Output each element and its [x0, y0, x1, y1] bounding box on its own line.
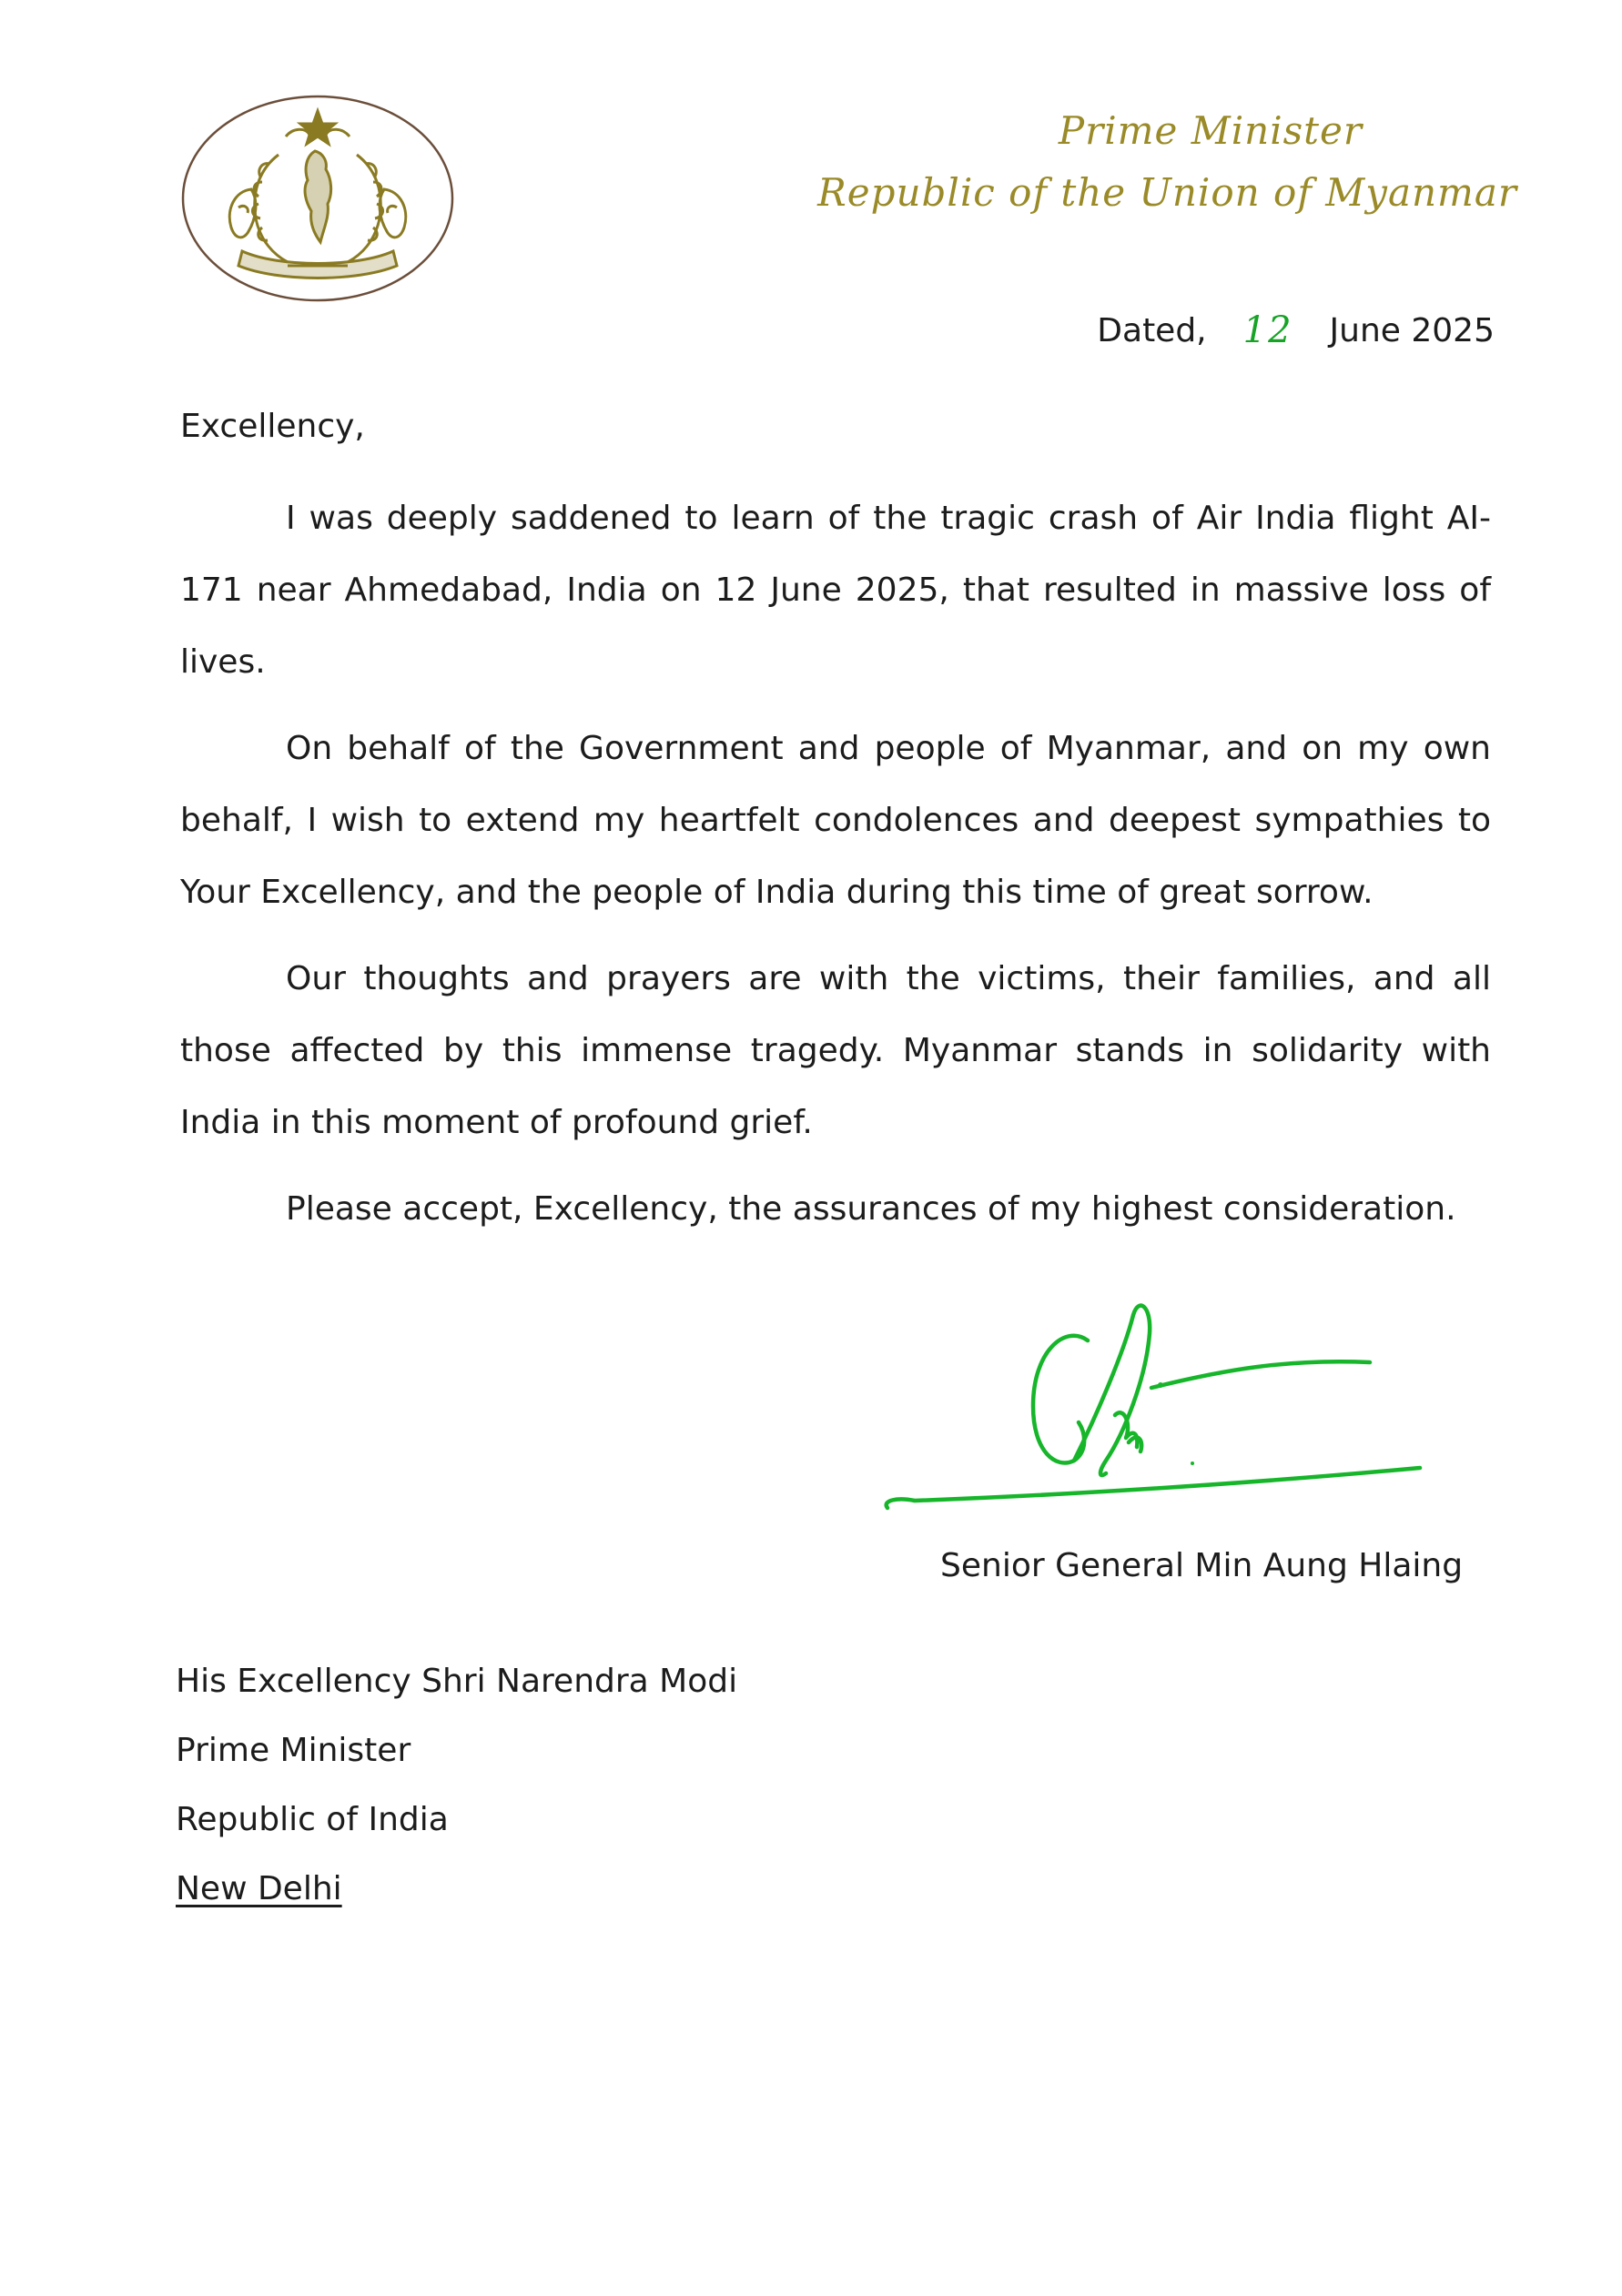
recipient-address: [176, 1647, 737, 1924]
date-month-year: June 2025: [1329, 311, 1495, 349]
body-paragraph: On behalf of the Government and people of Myanmar, and on my own behalf, I wish to extend my heartfelt condolences and deepest sympathies to Your Excellency, and the people of India during this time of great sorrow.: [180, 730, 1491, 911]
recipient-title: Prime Minister: [176, 1732, 411, 1769]
letterhead-subtitle: Republic of the Union of Myanmar: [817, 170, 1517, 215]
letter-body: [180, 482, 1491, 1259]
recipient-name: His Excellency Shri Narendra Modi: [176, 1663, 738, 1700]
body-paragraph: Please accept, Excellency, the assurances of my highest consideration.: [286, 1190, 1456, 1228]
date-line: [1097, 309, 1495, 351]
recipient-country: Republic of India: [176, 1801, 449, 1838]
state-seal-icon: [178, 91, 457, 306]
date-day-handwritten: 12: [1242, 309, 1293, 351]
handwritten-signature-icon: [860, 1279, 1434, 1542]
date-prefix: Dated,: [1097, 311, 1207, 349]
salutation: Excellency,: [180, 408, 365, 445]
body-paragraph: I was deeply saddened to learn of the tragic crash of Air India flight AI-171 near Ahmedabad, India on 12 June 2025, that resulted in massive loss of lives.: [180, 500, 1491, 681]
body-paragraph: Our thoughts and prayers are with the victims, their families, and all those affected by this immense tragedy. Myanmar stands in solidarity with India in this moment of profound grief.: [180, 960, 1491, 1141]
recipient-city: New Delhi: [176, 1870, 342, 1907]
letterhead: [817, 100, 1517, 224]
signatory-name: Senior General Min Aung Hlaing: [940, 1547, 1464, 1584]
letterhead-title: Prime Minister: [1058, 108, 1363, 153]
